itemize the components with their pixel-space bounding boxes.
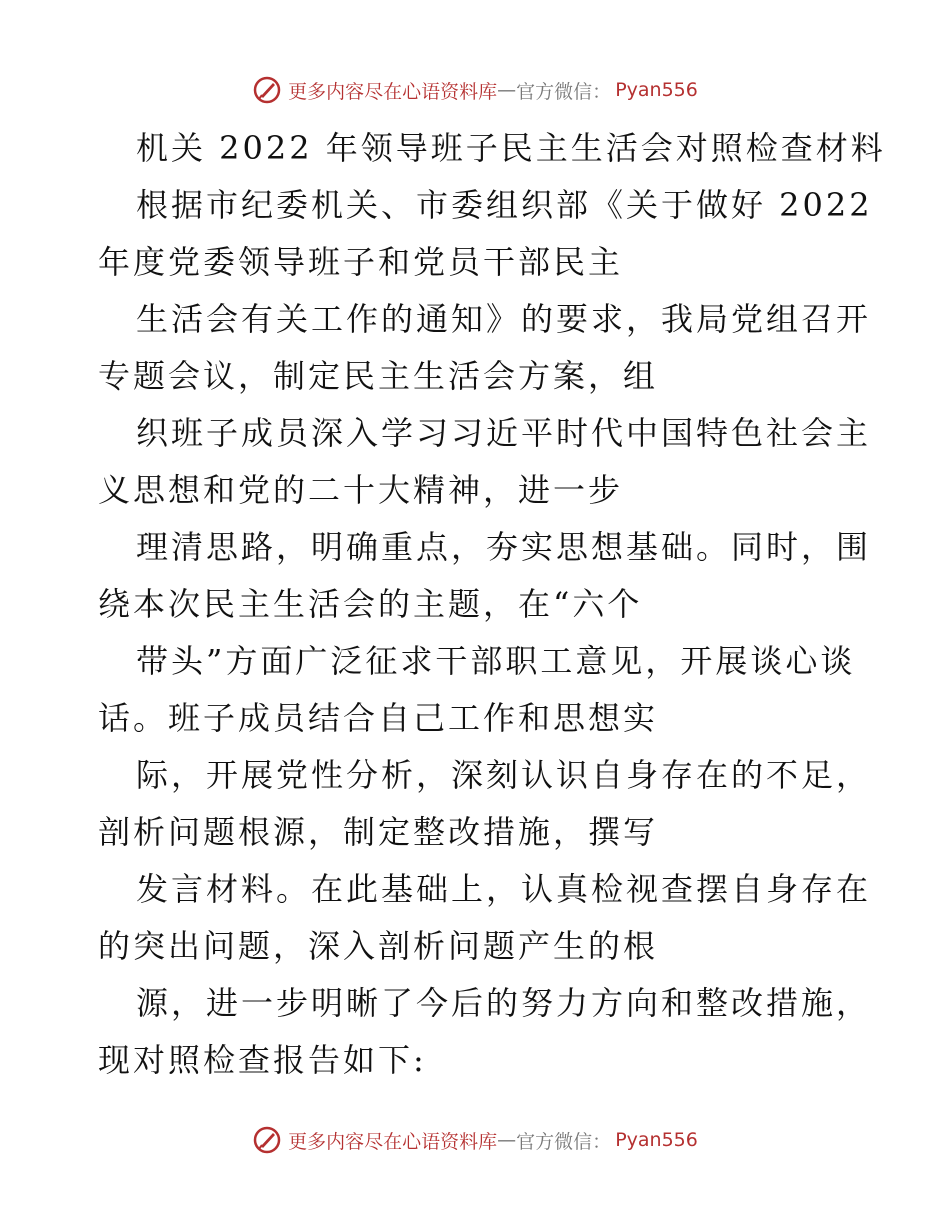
- watermark-label: 官方微信：: [516, 80, 612, 103]
- quill-logo-icon: [252, 75, 282, 105]
- paragraph-line: 剖析问题根源，制定整改措施，撰写: [98, 813, 659, 851]
- quill-logo-icon: [252, 1125, 282, 1155]
- watermark-separator: —: [497, 1129, 517, 1151]
- paragraph-line: 专题会议，制定民主生活会方案，组: [98, 357, 659, 395]
- paragraph-line: 的突出问题，深入剖析问题产生的根: [98, 927, 659, 965]
- header-watermark: [0, 70, 950, 110]
- watermark-account: Pyan556: [615, 79, 698, 101]
- paragraph-line: 根据市纪委机关、市委组织部《关于做好 2022: [136, 186, 873, 224]
- document-title: 机关 2022 年领导班子民主生活会对照检查材料: [136, 129, 886, 167]
- paragraph-line: 源，进一步明晰了今后的努力方向和整改措施，: [136, 984, 872, 1022]
- paragraph-line: 年度党委领导班子和党员干部民主: [98, 243, 624, 281]
- paragraph-line: 发言材料。在此基础上，认真检视查摆自身存在: [136, 870, 872, 908]
- paragraph-line: 织班子成员深入学习习近平时代中国特色社会主: [136, 414, 872, 452]
- paragraph-line: 话。班子成员结合自己工作和思想实: [98, 699, 659, 737]
- watermark-account: Pyan556: [615, 1129, 698, 1151]
- paragraph-line: 绕本次民主生活会的主题，在“六个: [98, 585, 643, 623]
- paragraph-line: 生活会有关工作的通知》的要求，我局党组召开: [136, 300, 872, 338]
- watermark-label: 官方微信：: [516, 1130, 612, 1153]
- watermark-slogan: 更多内容尽在心语资料库: [288, 1130, 498, 1153]
- document-body: [98, 120, 886, 1089]
- watermark-slogan: 更多内容尽在心语资料库: [288, 80, 498, 103]
- paragraph-line: 义思想和党的二十大精神，进一步: [98, 471, 624, 509]
- paragraph-line: 理清思路，明确重点，夯实思想基础。同时，围: [136, 528, 872, 566]
- paragraph-line: 带头”方面广泛征求干部职工意见，开展谈心谈: [136, 642, 856, 680]
- paragraph-line: 际，开展党性分析，深刻认识自身存在的不足，: [136, 756, 872, 794]
- footer-watermark: [0, 1120, 950, 1160]
- paragraph-line: 现对照检查报告如下:: [98, 1041, 427, 1079]
- watermark-separator: —: [497, 79, 517, 101]
